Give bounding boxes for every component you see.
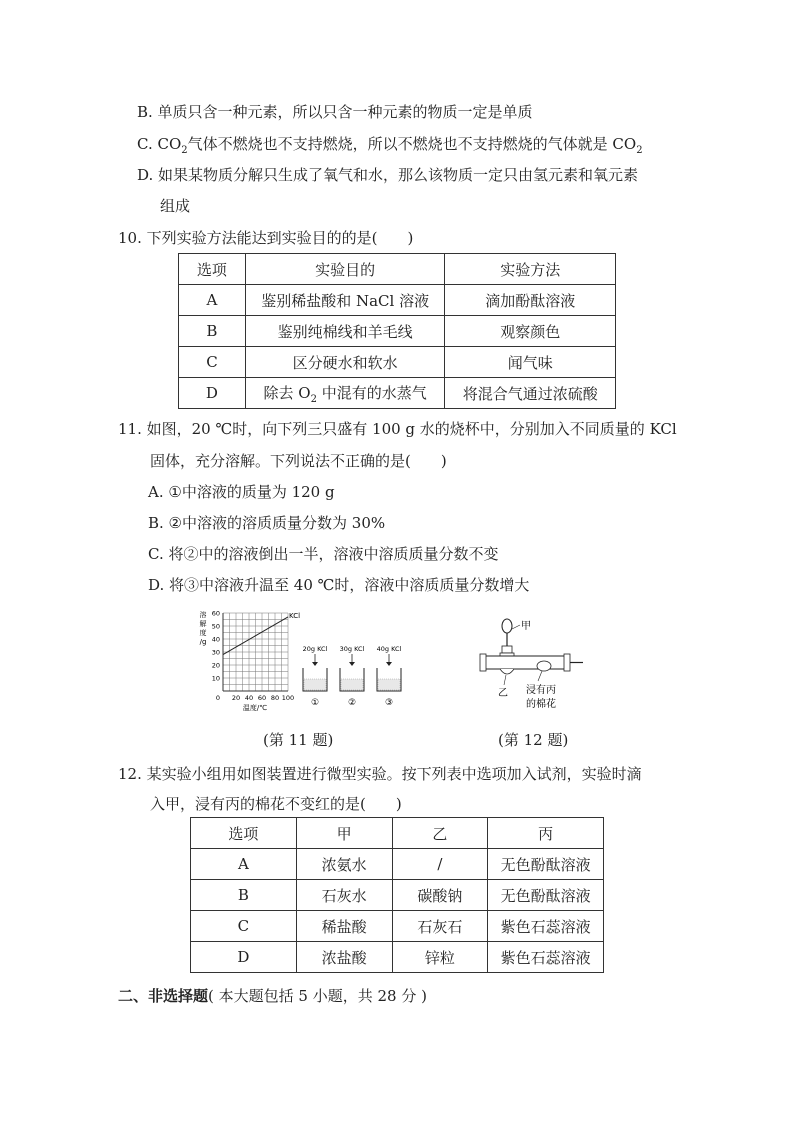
table-row <box>191 942 604 973</box>
table-row <box>191 849 604 880</box>
table-row <box>191 911 604 942</box>
reagent-pocket <box>500 669 514 674</box>
beaker-1 <box>303 645 328 708</box>
section-2-note: ( 本大题包括 5 小题，共 28 分 ) <box>208 987 427 1005</box>
q10-table <box>178 253 616 409</box>
table-header-cell: 甲 <box>296 818 392 849</box>
table-row <box>179 347 616 378</box>
chart-grid <box>223 613 288 691</box>
table-cell: 无色酚酞溶液 <box>488 849 604 880</box>
beaker-1-number: ① <box>310 698 320 708</box>
table-header-row <box>179 254 616 285</box>
y-tick-label: 30 <box>211 648 220 657</box>
glass-tube <box>484 656 566 669</box>
q11-option-a: A. ①中溶液的质量为 120 g <box>148 483 335 501</box>
table-cell: 无色酚酞溶液 <box>488 880 604 911</box>
figure-11-caption: (第 11 题) <box>263 731 334 749</box>
label-bing-line2: 的棉花 <box>526 699 556 710</box>
y-tick-labels <box>212 610 220 683</box>
section-2-heading <box>118 985 427 1006</box>
q12-table <box>190 817 604 973</box>
table-row <box>179 285 616 316</box>
table-cell: B <box>191 880 297 911</box>
table-cell <box>245 378 445 409</box>
cell-text: 除去 O <box>263 383 311 402</box>
table-row <box>179 316 616 347</box>
table-cell: 鉴别稀盐酸和 NaCl 溶液 <box>245 285 445 316</box>
q9-option-c <box>137 133 643 156</box>
table-cell: 鉴别纯棉线和羊毛线 <box>245 316 445 347</box>
table-header-cell: 选项 <box>179 254 246 285</box>
table-cell: / <box>392 849 488 880</box>
table-cell: 滴加酚酞溶液 <box>445 285 616 316</box>
table-cell: A <box>191 849 297 880</box>
rubber-stopper <box>502 646 512 653</box>
label-yi: 乙 <box>498 688 508 699</box>
table-row <box>191 880 604 911</box>
beaker-2-label: 30g KCl <box>339 645 365 653</box>
table-cell: 紫色石蕊溶液 <box>488 911 604 942</box>
leader-line <box>512 625 520 629</box>
q12-stem-line1: 12. 某实验小组用如图装置进行微型实验。按下列表中选项加入试剂，实验时滴 <box>118 765 642 783</box>
q11-stem-line2: 固体，充分溶解。下列说法不正确的是( ) <box>150 452 447 470</box>
beaker-3-label: 40g KCl <box>376 645 402 653</box>
section-2-title: 二、非选择题 <box>118 987 209 1005</box>
subscript: 2 <box>181 145 188 156</box>
y-tick-label: 50 <box>211 622 220 631</box>
table-cell: 将混合气通过浓硫酸 <box>445 378 616 409</box>
label-bing-line1: 浸有丙 <box>526 685 556 696</box>
table-header-cell: 乙 <box>392 818 488 849</box>
q10-stem: 10. 下列实验方法能达到实验目的的是( ) <box>118 229 414 247</box>
table-cell: 石灰水 <box>296 880 392 911</box>
kcl-curve-label: KCl <box>289 612 301 620</box>
label-jia: 甲 <box>521 621 531 632</box>
table-cell: 闻气味 <box>445 347 616 378</box>
q11-option-b: B. ②中溶液的溶质质量分数为 30% <box>148 514 386 532</box>
y-tick-label: 10 <box>211 674 220 683</box>
table-cell: 区分硬水和软水 <box>245 347 445 378</box>
leader-line <box>538 671 542 681</box>
q9-option-c-text: 气体不燃烧也不支持燃烧，所以不燃烧也不支持燃烧的气体就是 CO <box>187 135 637 153</box>
solubility-chart <box>200 610 301 713</box>
right-stopper <box>564 654 570 671</box>
table-cell: C <box>191 911 297 942</box>
table-header-row <box>191 818 604 849</box>
table-cell: 观察颜色 <box>445 316 616 347</box>
dropper-bulb-icon <box>502 619 512 633</box>
beaker-2 <box>340 645 365 708</box>
figure-11 <box>195 607 420 719</box>
q9-option-b: B. 单质只含一种元素，所以只含一种元素的物质一定是单质 <box>137 103 533 121</box>
q9-option-d-line2: 组成 <box>160 197 191 215</box>
subscript: 2 <box>636 145 643 156</box>
x-tick-label: 60 <box>257 694 267 702</box>
arrow-icon <box>386 662 392 666</box>
beaker-1-label: 20g KCl <box>302 645 328 653</box>
table-cell: D <box>179 378 246 409</box>
table-cell: 紫色石蕊溶液 <box>488 942 604 973</box>
figure-12-caption: (第 12 题) <box>498 731 569 749</box>
x-tick-labels <box>216 694 294 702</box>
y-axis-label <box>200 610 207 646</box>
beaker-solution <box>378 679 400 690</box>
y-axis-label-char: 解 <box>199 620 207 628</box>
table-row <box>179 378 616 409</box>
beaker-solution <box>304 679 326 690</box>
q12-stem-line2: 入甲，浸有丙的棉花不变红的是( ) <box>150 795 402 813</box>
left-stopper <box>480 654 486 671</box>
q11-stem-line1: 11. 如图，20 ℃时，向下列三只盛有 100 g 水的烧杯中，分别加入不同质量的 KCl <box>118 420 677 438</box>
table-header-cell: 选项 <box>191 818 297 849</box>
table-cell: D <box>191 942 297 973</box>
x-axis-label: 温度/℃ <box>242 704 268 712</box>
q9-option-c-text: C. CO <box>137 135 182 153</box>
beaker-3-number: ③ <box>384 698 394 708</box>
q11-option-c: C. 将②中的溶液倒出一半，溶液中溶质质量分数不变 <box>148 545 499 563</box>
beaker-3 <box>377 645 402 708</box>
table-cell: 浓盐酸 <box>296 942 392 973</box>
y-axis-label-char: /g <box>199 638 207 646</box>
subscript: 2 <box>310 393 317 405</box>
x-tick-label: 100 <box>281 694 295 702</box>
q11-option-d: D. 将③中溶液升温至 40 ℃时，溶液中溶质质量分数增大 <box>148 576 530 594</box>
arrow-icon <box>312 662 318 666</box>
y-tick-label: 20 <box>211 661 220 670</box>
cell-text: 中混有的水蒸气 <box>316 383 427 402</box>
table-cell: 浓氨水 <box>296 849 392 880</box>
x-tick-label: 0 <box>215 694 221 702</box>
table-cell: 稀盐酸 <box>296 911 392 942</box>
q9-option-d-line1: D. 如果某物质分解只生成了氧气和水，那么该物质一定只由氢元素和氧元素 <box>137 166 639 184</box>
y-axis-label-char: 溶 <box>199 611 207 619</box>
table-header-cell: 丙 <box>488 818 604 849</box>
cotton-icon <box>537 661 551 671</box>
table-header-cell: 实验目的 <box>245 254 445 285</box>
table-cell: B <box>179 316 246 347</box>
table-cell: 碳酸钠 <box>392 880 488 911</box>
arrow-icon <box>349 662 355 666</box>
x-tick-label: 20 <box>231 694 241 702</box>
y-tick-label: 60 <box>211 609 220 618</box>
leader-line <box>504 675 506 685</box>
figure-12 <box>478 615 588 719</box>
table-cell: A <box>179 285 246 316</box>
beaker-solution <box>341 679 363 690</box>
beaker-2-number: ② <box>347 698 357 708</box>
table-cell: 石灰石 <box>392 911 488 942</box>
table-cell: 锌粒 <box>392 942 488 973</box>
y-tick-label: 40 <box>211 635 220 644</box>
table-cell: C <box>179 347 246 378</box>
table-header-cell: 实验方法 <box>445 254 616 285</box>
y-axis-label-char: 度 <box>199 629 207 637</box>
x-tick-label: 40 <box>244 694 254 702</box>
x-tick-label: 80 <box>270 694 280 702</box>
